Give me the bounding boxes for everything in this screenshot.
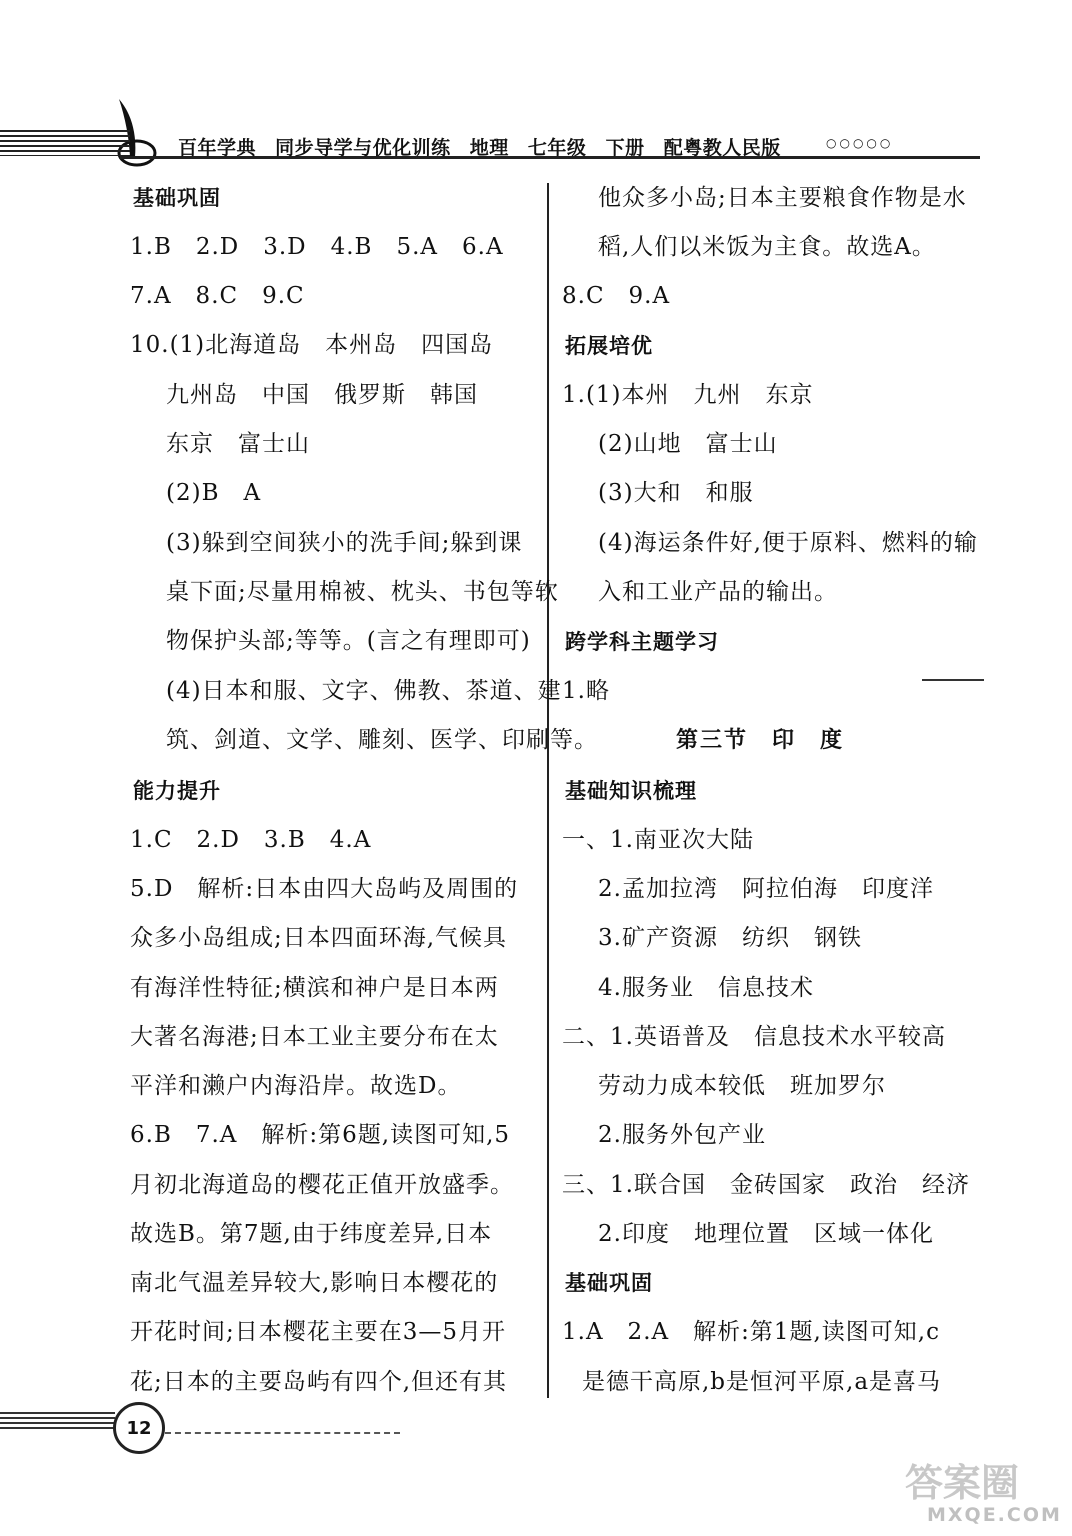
answer-line: 平洋和濑户内海沿岸。故选D。 <box>130 1073 462 1099</box>
answer-line: (4)日本和服、文字、佛教、茶道、建 <box>166 678 562 704</box>
answer-line: 故选B。第7题,由于纬度差异,日本 <box>130 1221 493 1247</box>
header-dots: ○○○○○ <box>826 136 894 150</box>
section-heading: 基础巩固 <box>133 186 221 210</box>
answer-line: 4.服务业 信息技术 <box>598 975 814 1001</box>
answer-line: 6.B 7.A 解析:第6题,读图可知,5 <box>130 1122 511 1148</box>
footer-decor-lines <box>0 1412 115 1432</box>
section-heading: 能力提升 <box>133 779 221 803</box>
header-series: 同步导学与优化训练 <box>275 137 451 159</box>
answer-line: 2.孟加拉湾 阿拉伯海 印度洋 <box>598 876 934 902</box>
answer-line: (2)山地 富士山 <box>598 431 778 457</box>
answer-line: 是德干高原,b是恒河平原,a是喜马 <box>582 1369 942 1395</box>
answer-line: 稻,人们以米饭为主食。故选A。 <box>598 234 936 260</box>
chapter-title: 第三节 印 度 <box>676 728 845 753</box>
answer-line: (4)海运条件好,便于原料、燃料的输 <box>598 530 978 556</box>
answer-line: 三、1.联合国 金砖国家 政治 经济 <box>562 1172 970 1198</box>
answer-line: 南北气温差异较大,影响日本樱花的 <box>130 1270 499 1296</box>
answer-line: 一、1.南亚次大陆 <box>562 827 754 853</box>
header-edition: 配粤教人民版 <box>663 137 781 159</box>
answer-line: 众多小岛组成;日本四面环海,气候具 <box>130 925 508 951</box>
answer-line: 1.B 2.D 3.D 4.B 5.A 6.A <box>130 234 504 260</box>
answer-line: (3)大和 和服 <box>598 480 754 506</box>
answer-line: (2)B A <box>166 480 262 506</box>
answer-line: 东京 富士山 <box>166 431 310 457</box>
header-grade: 七年级 <box>527 137 587 159</box>
answer-line: 1.A 2.A 解析:第1题,读图可知,c <box>562 1319 940 1345</box>
section-heading: 拓展培优 <box>565 334 653 358</box>
answer-line: 花;日本的主要岛屿有四个,但还有其 <box>130 1369 508 1395</box>
answer-line: 5.D 解析:日本由四大岛屿及周围的 <box>130 876 519 902</box>
watermark-url: MXQE.COM <box>927 1504 1062 1526</box>
header-decor-lines <box>0 130 130 156</box>
section-heading: 跨学科主题学习 <box>565 630 719 654</box>
header-subject: 地理 <box>469 137 509 159</box>
answer-line: 九州岛 中国 俄罗斯 韩国 <box>166 382 478 408</box>
header-brand: 百年学典 <box>178 137 257 159</box>
answer-line: 1.C 2.D 3.B 4.A <box>130 827 372 853</box>
answer-line: 8.C 9.A <box>562 283 671 309</box>
watermark-logo <box>905 1452 1065 1532</box>
section-heading: 基础巩固 <box>565 1271 653 1295</box>
answer-line: 1.(1)本州 九州 东京 <box>562 382 814 408</box>
answer-line: 10.(1)北海道岛 本州岛 四国岛 <box>130 332 494 358</box>
answer-line: 2.印度 地理位置 区域一体化 <box>598 1221 934 1247</box>
answer-line: 筑、剑道、文学、雕刻、医学、印刷等。 <box>166 727 598 753</box>
answer-line: 入和工业产品的输出。 <box>598 579 838 605</box>
answer-line: 2.服务外包产业 <box>598 1122 766 1148</box>
answer-line: 开花时间;日本樱花主要在3—5月开 <box>130 1319 507 1345</box>
answer-line: (3)躲到空间狭小的洗手间;躲到课 <box>166 530 523 556</box>
column-divider <box>547 183 549 1398</box>
footer-dashed-rule <box>165 1432 400 1434</box>
page-number: 12 <box>113 1402 165 1454</box>
answer-line: 有海洋性特征;横滨和神户是日本两 <box>130 975 499 1001</box>
answer-line: 大著名海港;日本工业主要分布在太 <box>130 1024 499 1050</box>
short-rule <box>922 679 984 681</box>
header-title <box>178 133 793 160</box>
answer-line: 1.略 <box>562 678 610 704</box>
answer-line: 物保护头部;等等。(言之有理即可) <box>166 628 531 654</box>
answer-line: 他众多小岛;日本主要粮食作物是水 <box>598 185 967 211</box>
header-volume: 下册 <box>605 137 645 159</box>
answer-line: 月初北海道岛的樱花正值开放盛季。 <box>130 1172 514 1198</box>
section-heading: 基础知识梳理 <box>565 779 697 803</box>
answer-line: 3.矿产资源 纺织 钢铁 <box>598 925 862 951</box>
answer-line: 二、1.英语普及 信息技术水平较高 <box>562 1024 946 1050</box>
answer-line: 桌下面;尽量用棉被、枕头、书包等软 <box>166 579 559 605</box>
watermark-logo-text: 答案圈 <box>905 1461 1020 1505</box>
answer-line: 劳动力成本较低 班加罗尔 <box>598 1073 886 1099</box>
answer-line: 7.A 8.C 9.C <box>130 283 305 309</box>
